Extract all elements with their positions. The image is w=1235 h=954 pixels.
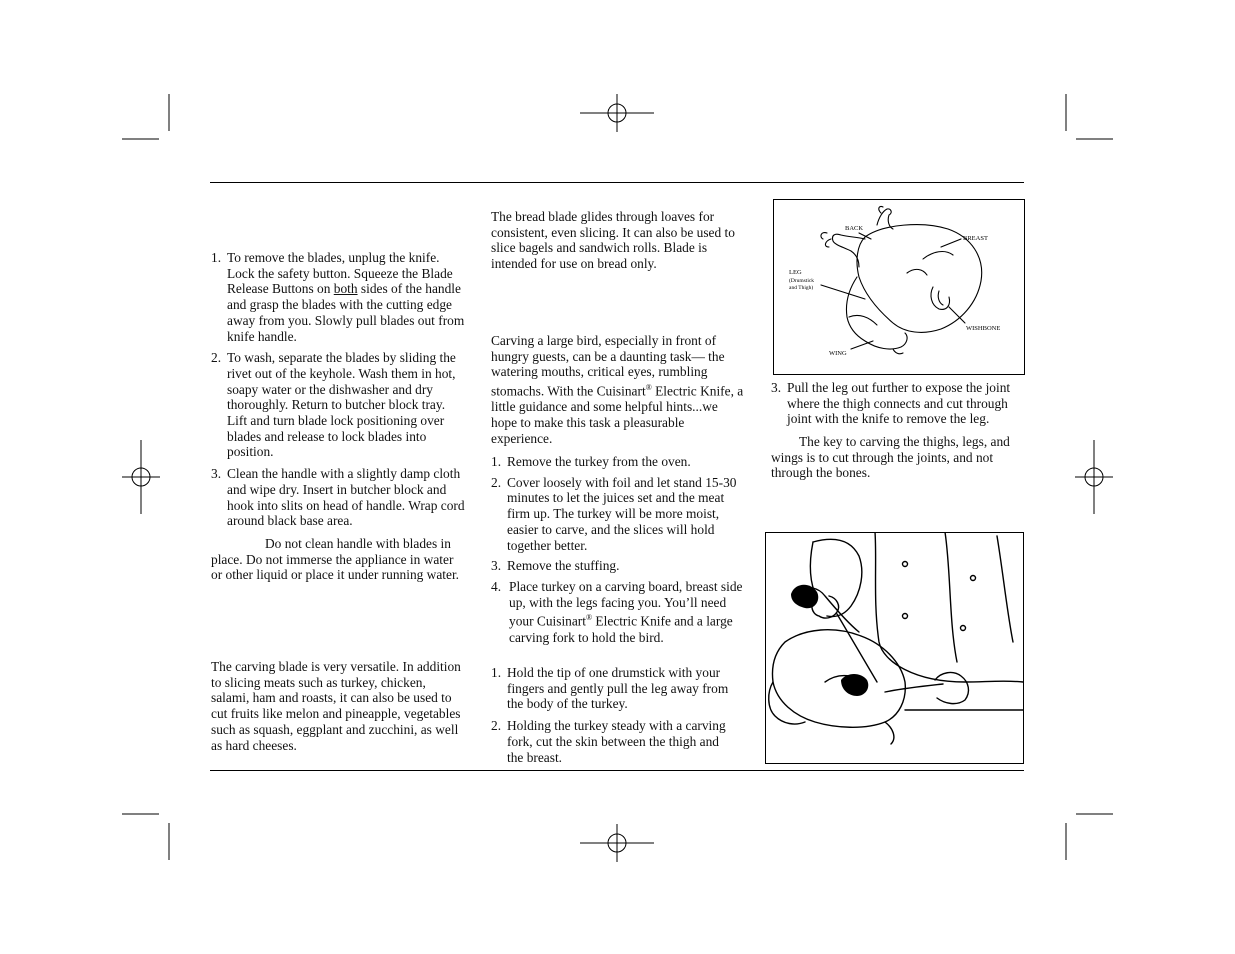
list-item xyxy=(491,665,736,712)
bread-blade-paragraph xyxy=(491,209,741,272)
step-text: To wash, separate the blades by sliding the rivet out of the keyhole. Wash them in hot, soapy water or the dishwasher and dry thoroughly. Return to butcher block tray. Lift and turn blade lock positioning over blades and release to lock blades into position. xyxy=(227,350,456,460)
step-text: Electric Knife and a large carving fork to hold the bird. xyxy=(509,613,733,645)
intro-text: Carving a large bird, especially in front of hungry guests, can be a daunting task— the watering mouths, critical eyes, rumbling stomachs. With the Cuisinart xyxy=(491,333,725,399)
step-number: 3. xyxy=(771,380,782,395)
label-wing: WING xyxy=(829,350,847,357)
key-text: The key to carving the thighs, legs, and wings is to cut through the joints, and not through the bones. xyxy=(771,434,1010,481)
step-text: Pull the leg out further to expose the joint where the thigh connects and cut through joint with the knife to remove the leg. xyxy=(787,380,1011,427)
label-leg-sub: and Thigh) xyxy=(789,285,814,291)
list-item xyxy=(491,558,745,574)
bread-blade-text: The bread blade glides through loaves for consistent, even slicing. It can also be used to slice bagels and sandwich rolls. Blade is intended for use on bread only. xyxy=(491,209,735,272)
carving-blade-paragraph xyxy=(211,659,466,753)
step-number: 2. xyxy=(491,718,502,734)
step-number: 1. xyxy=(491,665,502,680)
label-back: BACK xyxy=(845,225,864,232)
turkey-parts-diagram xyxy=(773,199,1025,375)
list-item xyxy=(211,250,466,344)
step-number: 3. xyxy=(491,558,502,574)
step-text: To remove the blades, unplug the knife. Lock the safety button. Squeeze the Blade Release Buttons on xyxy=(227,250,453,297)
list-item xyxy=(491,718,736,765)
step-number: 3. xyxy=(211,466,222,482)
registered-mark: ® xyxy=(645,383,652,393)
step-text: Cover loosely with foil and let stand 15-30 minutes to let the juices set and the meat firm up. The turkey will be more moist, easier to carve, and the slices will hold together better. xyxy=(507,474,737,553)
step-text: Holding the turkey steady with a carving fork, cut the skin between the thigh and the breast. xyxy=(507,718,726,765)
step-text: Remove the stuffing. xyxy=(507,558,620,574)
intro-text: Electric Knife, a little guidance and some helpful hints...we hope to make this task a pleasurable experience. xyxy=(491,383,744,446)
step-text: Remove the turkey from the oven. xyxy=(507,454,691,469)
step-text: Hold the tip of one drumstick with your fingers and gently pull the leg away from the body of the turkey. xyxy=(507,665,729,712)
carving-intro-paragraph xyxy=(491,333,744,446)
key-paragraph xyxy=(771,434,1023,481)
label-leg: LEG xyxy=(789,269,802,276)
carving-blade-text: The carving blade is very versatile. In addition to slicing meats such as turkey, chicken, salami, ham and roasts, it can also be used to cut fruits like melon and pineapple, vegetables such as squash, eggplant and zucchini, as well as hard cheeses. xyxy=(211,659,461,753)
label-leg-sub: (Drumstick xyxy=(789,278,815,284)
list-item xyxy=(491,454,745,470)
top-rule xyxy=(210,182,1024,183)
step-number: 1. xyxy=(211,250,222,265)
step-number: 2. xyxy=(211,350,222,366)
list-item xyxy=(211,466,466,529)
list-item xyxy=(491,579,745,645)
prep-steps-list xyxy=(491,454,745,651)
label-wishbone: WISHBONE xyxy=(966,325,1001,332)
registered-mark: ® xyxy=(586,613,593,623)
list-item xyxy=(211,350,466,460)
step-text: Clean the handle with a slightly damp cloth and wipe dry. Insert in butcher block and hook into slits on head of handle. Wrap cord around black base area. xyxy=(227,466,465,529)
list-item xyxy=(491,475,745,554)
step-3-paragraph xyxy=(771,380,1023,433)
step-emphasis: both xyxy=(333,281,358,297)
cleaning-steps-list xyxy=(211,250,466,535)
carving-illustration xyxy=(765,532,1024,764)
caution-text: Do not clean handle with blades in place. Do not immerse the appliance in water or other liquid or place it under running water. xyxy=(211,536,460,583)
step-number: 2. xyxy=(491,474,502,490)
step-text: Place turkey on a carving board, breast side up, with the legs facing you. You’ll need your Cuisinart xyxy=(509,578,743,629)
leg-steps-list xyxy=(491,665,736,771)
list-item xyxy=(771,380,1023,427)
step-text: sides of the handle and grasp the blades with the cutting edge away from you. Slowly pull blades out from knife handle. xyxy=(227,281,465,344)
step-number: 1. xyxy=(491,454,502,469)
caution-paragraph xyxy=(211,536,464,583)
label-breast: BREAST xyxy=(963,235,988,242)
step-number: 4. xyxy=(491,578,502,594)
